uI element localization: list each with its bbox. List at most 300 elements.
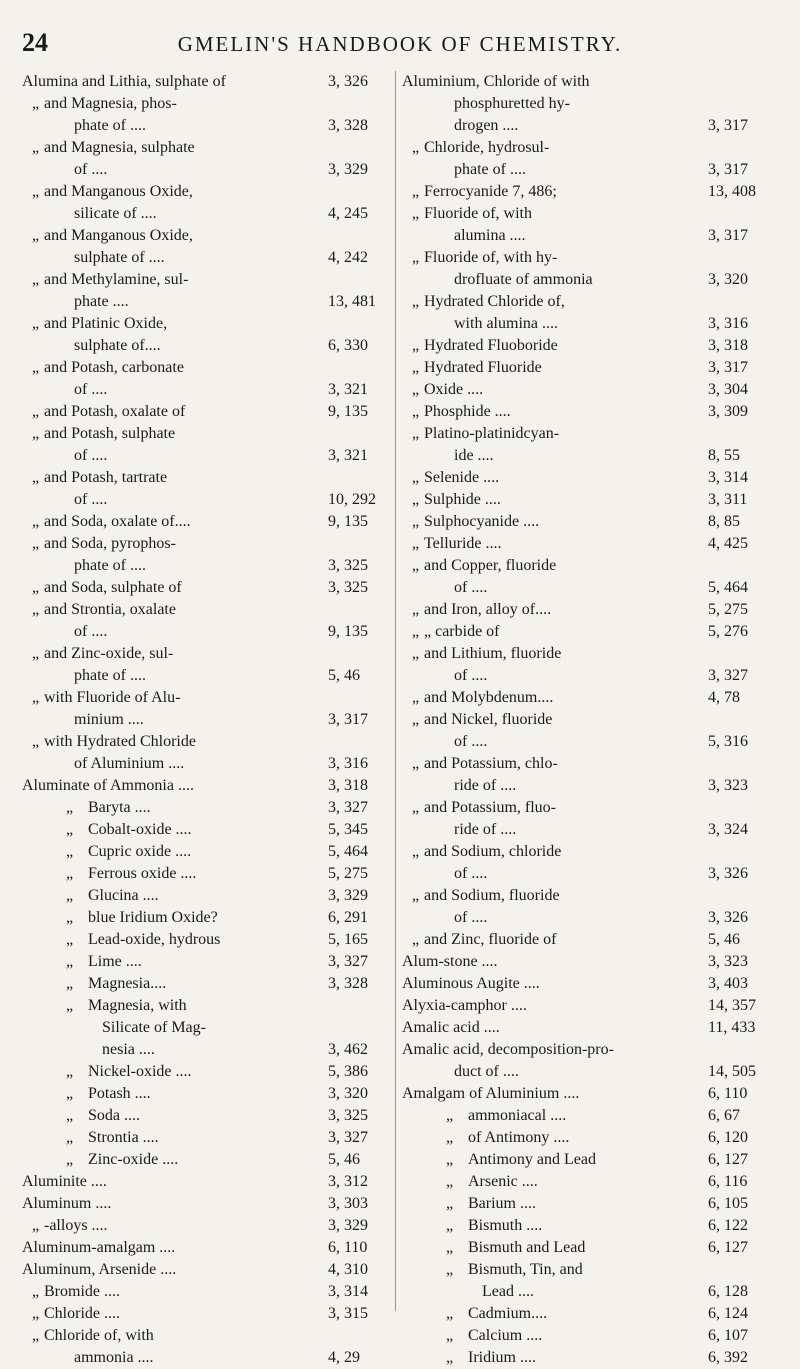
ditto-mark: „ [412,183,420,200]
entry-text [22,665,328,687]
entry-text [402,753,708,775]
entry-reference: 3, 318 [328,777,368,794]
ditto-mark: „ [32,227,40,244]
entry-label: and Potash, carbonate [44,359,184,376]
entry-label: and Zinc-oxide, sul- [44,645,174,662]
entry-text [402,1325,708,1347]
ditto-mark: „ [412,293,420,310]
index-entry [402,709,780,731]
entry-label: Aluminum-amalgam .... [22,1239,176,1256]
entry-reference: 3, 316 [708,315,748,332]
entry-label: drogen .... [454,117,519,134]
index-entry [402,357,780,379]
ditto-mark: „ [446,1173,454,1190]
entry-label: Cupric oxide .... [88,843,192,860]
index-entry [402,577,780,599]
ditto-mark: „ [412,381,420,398]
entry-label: of .... [454,865,488,882]
entry-reference: 3, 311 [708,491,748,508]
index-entry [22,1325,400,1347]
entry-text [402,1215,708,1237]
entry-reference: 3, 316 [328,755,368,772]
entry-reference [708,203,780,225]
entry-label: Platino-platinidcyan- [424,425,560,442]
entry-reference: 3, 329 [328,887,368,904]
entry-label: Chloride, hydrosul- [424,139,550,156]
index-entry [402,247,780,269]
entry-text [22,1083,328,1105]
entry-text [22,643,328,665]
right-index-column [402,71,780,1369]
index-entry [402,423,780,445]
entry-reference: 9, 135 [328,623,368,640]
entry-label: and Soda, oxalate of.... [44,513,191,530]
entry-label: alumina .... [454,227,526,244]
index-entry [22,1347,400,1369]
index-entry [402,1171,780,1193]
entry-reference [328,137,400,159]
entry-label: Aluminate of Ammonia .... [22,777,194,794]
index-entry [22,665,400,687]
index-entry [402,533,780,555]
index-entry [22,753,400,775]
entry-label: Soda .... [88,1107,140,1124]
entry-label: of Aluminium .... [74,755,185,772]
entry-label: of .... [74,161,108,178]
entry-reference: 4, 78 [708,689,740,706]
entry-text [22,775,328,797]
entry-label: Phosphide .... [424,403,511,420]
entry-text [22,929,328,951]
index-entry [402,159,780,181]
ditto-mark: „ [412,689,420,706]
ditto-mark: „ [32,469,40,486]
ditto-mark: „ [412,425,420,442]
index-entry [22,687,400,709]
index-entry [402,929,780,951]
ditto-mark: „ [412,535,420,552]
entry-label: phate .... [74,293,129,310]
index-entry [22,313,400,335]
index-entry [22,1281,400,1303]
entry-reference: 6, 105 [708,1195,748,1212]
index-entry [22,1303,400,1325]
entry-label: Alumina and Lithia, sulphate of [22,73,226,90]
entry-label: of .... [454,579,488,596]
entry-text [22,533,328,555]
entry-reference: 9, 135 [328,513,368,530]
entry-reference: 3, 318 [708,337,748,354]
ditto-mark: „ [412,755,420,772]
ditto-mark: „ [412,337,420,354]
entry-text [402,93,708,115]
entry-text [22,577,328,599]
entry-reference: 3, 324 [708,821,748,838]
ditto-mark: „ [32,95,40,112]
entry-text [402,533,708,555]
entry-reference: 3, 309 [708,403,748,420]
index-entry [402,1061,780,1083]
ditto-mark: „ [412,359,420,376]
ditto-mark: „ [412,205,420,222]
entry-text [22,1061,328,1083]
entry-reference [328,225,400,247]
entry-text [22,599,328,621]
entry-label: Magnesia.... [88,975,167,992]
entry-reference: 5, 464 [328,843,368,860]
index-entry [22,1215,400,1237]
entry-text [22,841,328,863]
entry-text [402,709,708,731]
entry-label: and Potash, oxalate of [44,403,186,420]
entry-text [402,1105,708,1127]
entry-reference: 10, 292 [328,491,376,508]
entry-label: Ferrocyanide 7, 486; [424,183,557,200]
ditto-mark: „ [32,1217,40,1234]
index-entry [22,731,400,753]
index-entry [22,533,400,555]
index-entry [402,1303,780,1325]
index-entry [402,643,780,665]
entry-text [22,291,328,313]
entry-text [402,687,708,709]
entry-label: Cobalt-oxide .... [88,821,192,838]
index-entry [22,863,400,885]
index-entry [402,973,780,995]
entry-reference [328,643,400,665]
entry-reference [328,313,400,335]
index-entry [22,709,400,731]
entry-text [402,731,708,753]
index-entry [402,225,780,247]
entry-text [402,643,708,665]
entry-reference: 6, 110 [328,1239,368,1256]
ditto-mark: „ [32,513,40,530]
entry-reference: 6, 392 [708,1349,748,1366]
entry-reference [328,181,400,203]
index-entry [402,687,780,709]
ditto-mark: „ [446,1195,454,1212]
index-entry [402,1347,780,1369]
entry-text [402,181,708,203]
entry-reference: 13, 481 [328,293,376,310]
entry-label: ammonia .... [74,1349,154,1366]
entry-label: Bismuth .... [468,1217,543,1234]
entry-reference: 3, 326 [328,73,368,90]
entry-reference: 3, 328 [328,975,368,992]
entry-label: Lead-oxide, hydrous [88,931,221,948]
index-entry [22,401,400,423]
entry-text [22,797,328,819]
entry-reference [708,291,780,313]
entry-label: „ carbide of [424,623,500,640]
index-entry [22,1039,400,1061]
index-entry [402,1193,780,1215]
entry-reference: 3, 329 [328,161,368,178]
entry-label: and Potash, tartrate [44,469,168,486]
entry-reference: 6, 120 [708,1129,748,1146]
entry-text [402,907,708,929]
index-entry [22,1017,400,1039]
entry-reference: 6, 67 [708,1107,740,1124]
entry-text [402,269,708,291]
entry-reference: 3, 317 [328,711,368,728]
entry-text [402,159,708,181]
entry-label: and Molybdenum.... [424,689,554,706]
index-entry [22,445,400,467]
entry-label: Fluoride of, with hy- [424,249,558,266]
entry-label: Telluride .... [424,535,502,552]
entry-text [22,1193,328,1215]
ditto-mark: „ [66,1129,74,1146]
entry-label: Nickel-oxide .... [88,1063,192,1080]
index-entry [402,995,780,1017]
entry-label: of .... [74,623,108,640]
entry-text [22,1171,328,1193]
entry-label: and Potash, sulphate [44,425,176,442]
entry-label: phate of .... [74,667,146,684]
ditto-mark: „ [412,139,420,156]
entry-reference: 6, 291 [328,909,368,926]
entry-text [22,225,328,247]
index-entry [22,71,400,93]
entry-reference: 8, 55 [708,447,740,464]
index-entry [22,115,400,137]
index-entry [402,137,780,159]
index-entry [22,951,400,973]
entry-text [402,841,708,863]
entry-text [402,1259,708,1281]
index-entry [22,423,400,445]
entry-reference: 11, 433 [708,1019,756,1036]
entry-label: of .... [454,667,488,684]
ditto-mark: „ [446,1349,454,1366]
entry-reference: 5, 46 [708,931,740,948]
ditto-mark: „ [66,865,74,882]
entry-text [22,115,328,137]
index-entry [402,115,780,137]
entry-label: and Platinic Oxide, [44,315,168,332]
index-entry [22,929,400,951]
entry-label: and Lithium, fluoride [424,645,562,662]
entry-reference: 6, 122 [708,1217,748,1234]
entry-reference: 6, 116 [708,1173,748,1190]
entry-text [402,1347,708,1369]
index-entry [402,1281,780,1303]
entry-label: Hydrated Fluoboride [424,337,558,354]
entry-reference [708,643,780,665]
entry-reference: 5, 165 [328,931,368,948]
entry-label: drofluate of ammonia [454,271,593,288]
entry-label: with Hydrated Chloride [44,733,196,750]
entry-label: Oxide .... [424,381,484,398]
entry-label: minium .... [74,711,144,728]
index-entry [22,225,400,247]
entry-text [22,467,328,489]
ditto-mark: „ [66,1063,74,1080]
ditto-mark: „ [32,403,40,420]
index-entry [22,291,400,313]
entry-label: blue Iridium Oxide? [88,909,218,926]
entry-label: and Soda, pyrophos- [44,535,176,552]
entry-reference: 3, 303 [328,1195,368,1212]
index-entry [402,489,780,511]
entry-text [402,291,708,313]
entry-text [402,401,708,423]
entry-text [22,819,328,841]
index-entry [22,357,400,379]
entry-text [402,555,708,577]
entry-reference: 3, 321 [328,447,368,464]
entry-label: of .... [454,733,488,750]
entry-text [22,137,328,159]
ditto-mark: „ [66,997,74,1014]
index-entry [402,1237,780,1259]
entry-text [402,1193,708,1215]
ditto-mark: „ [446,1305,454,1322]
entry-label: sulphate of.... [74,337,161,354]
entry-label: Ferrous oxide .... [88,865,197,882]
entry-text [402,1061,708,1083]
entry-text [22,401,328,423]
index-entry [22,93,400,115]
ditto-mark: „ [412,249,420,266]
ditto-mark: „ [32,1283,40,1300]
index-entry [402,885,780,907]
entry-reference [328,269,400,291]
ditto-mark: „ [32,271,40,288]
entry-label: and Potassium, fluo- [424,799,556,816]
entry-reference [328,599,400,621]
entry-label: and Potassium, chlo- [424,755,558,772]
index-entry [402,555,780,577]
entry-label: Aluminous Augite .... [402,975,540,992]
entry-reference: 3, 326 [708,909,748,926]
index-entry [22,489,400,511]
index-entry [22,1105,400,1127]
entry-reference: 5, 345 [328,821,368,838]
entry-reference [708,1039,780,1061]
index-entry [402,269,780,291]
entry-reference: 4, 310 [328,1261,368,1278]
index-entry [22,1083,400,1105]
entry-text [22,357,328,379]
ditto-mark: „ [66,1151,74,1168]
index-entry [22,181,400,203]
entry-text [22,423,328,445]
index-entry [22,511,400,533]
entry-reference: 3, 325 [328,579,368,596]
index-entry [22,247,400,269]
entry-reference: 4, 245 [328,205,368,222]
ditto-mark: „ [66,843,74,860]
ditto-mark: „ [446,1217,454,1234]
index-entry [402,1149,780,1171]
ditto-mark: „ [66,975,74,992]
ditto-mark: „ [32,689,40,706]
ditto-mark: „ [412,491,420,508]
entry-label: Lead .... [482,1283,534,1300]
index-entry [22,643,400,665]
entry-text [402,445,708,467]
index-entry [22,555,400,577]
entry-reference [328,687,400,709]
entry-text [402,775,708,797]
entry-reference [328,1017,400,1039]
ditto-mark: „ [446,1129,454,1146]
entry-text [402,863,708,885]
page-number: 24 [22,28,48,57]
entry-text [402,225,708,247]
index-entry [402,401,780,423]
entry-reference [328,731,400,753]
entry-label: Sulphocyanide .... [424,513,540,530]
entry-reference [328,357,400,379]
entry-label: Aluminite .... [22,1173,107,1190]
entry-text [402,1149,708,1171]
entry-reference: 5, 276 [708,623,748,640]
entry-text [402,1281,708,1303]
ditto-mark: „ [412,887,420,904]
index-entry [402,841,780,863]
entry-text [402,335,708,357]
index-entry [402,1039,780,1061]
entry-text [22,1347,328,1369]
entry-reference: 6, 127 [708,1239,748,1256]
entry-label: Calcium .... [468,1327,543,1344]
index-entry [402,1215,780,1237]
entry-reference: 13, 408 [708,183,756,200]
index-entry [402,819,780,841]
entry-reference [328,93,400,115]
entry-text [22,687,328,709]
entry-label: and Magnesia, phos- [44,95,177,112]
entry-text [22,71,328,93]
entry-text [402,797,708,819]
ditto-mark: „ [412,403,420,420]
entry-text [22,335,328,357]
ditto-mark: „ [412,623,420,640]
entry-label: Zinc-oxide .... [88,1151,179,1168]
ditto-mark: „ [412,843,420,860]
ditto-mark: „ [412,557,420,574]
entry-text [402,885,708,907]
entry-reference [708,137,780,159]
entry-reference: 3, 304 [708,381,748,398]
ditto-mark: „ [32,601,40,618]
entry-text [22,1039,328,1061]
entry-label: nesia .... [102,1041,155,1058]
index-entry [402,797,780,819]
entry-text [22,907,328,929]
entry-reference: 3, 325 [328,557,368,574]
entry-reference [328,423,400,445]
entry-label: Strontia .... [88,1129,159,1146]
ditto-mark: „ [32,1305,40,1322]
entry-text [402,115,708,137]
entry-text [22,555,328,577]
entry-label: of .... [74,381,108,398]
entry-text [22,753,328,775]
ditto-mark: „ [32,183,40,200]
entry-text [22,1105,328,1127]
entry-label: sulphate of .... [74,249,165,266]
entry-text [402,247,708,269]
entry-text [22,995,328,1017]
index-entry [402,203,780,225]
entry-label: Selenide .... [424,469,500,486]
index-entry [402,1127,780,1149]
